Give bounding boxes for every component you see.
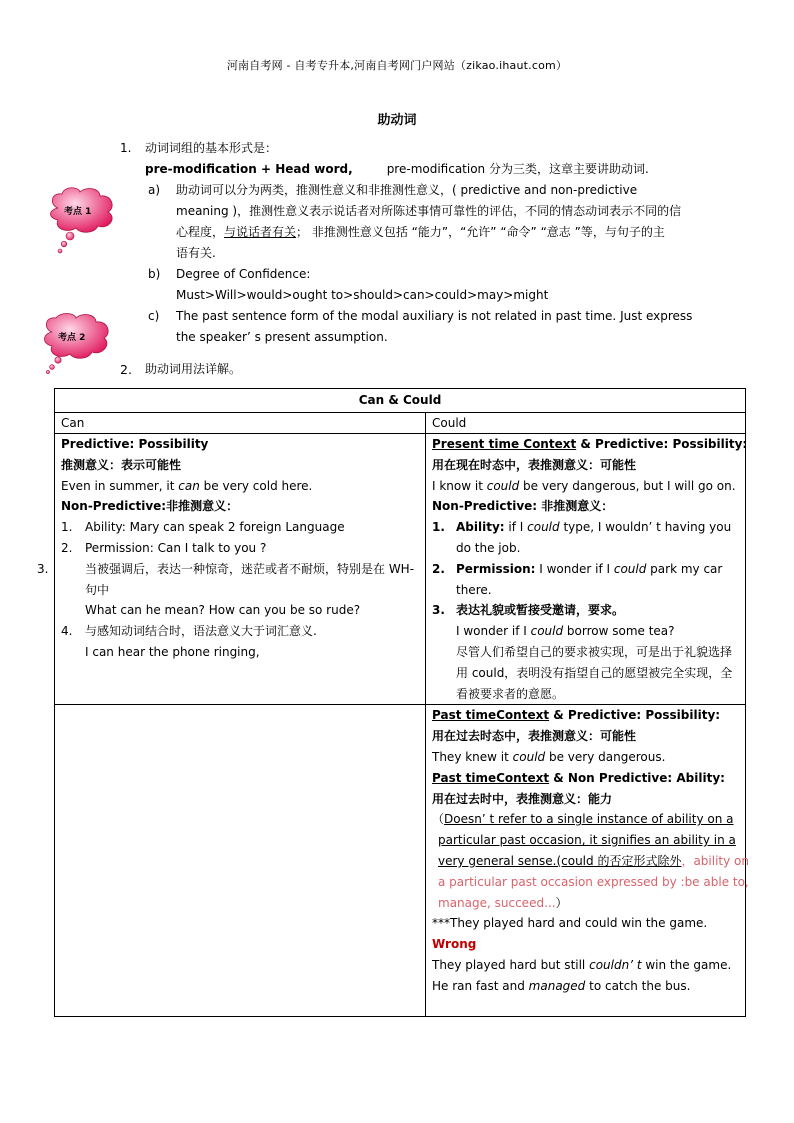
list-item: [61, 621, 419, 642]
text: be very cold here.: [199, 478, 313, 493]
could-bottom-cell: [426, 705, 749, 1017]
list-item: [61, 538, 419, 559]
italic-text: couldn’ t: [589, 957, 642, 972]
underlined-text: particular past occasion, it signifies an ability in a: [438, 833, 736, 848]
item-number: 3.: [37, 561, 49, 576]
list-item: [432, 559, 739, 580]
item-b-line1: Degree of Confidence:: [176, 267, 311, 281]
list-item: [432, 600, 739, 621]
could-heading-past-cn: 用在过去时态中，表推测意义：可能性: [432, 729, 637, 744]
text: ； 非推测性意义包括 “能力”，“允许” “命令” “意志 ”等，与句子的主: [296, 225, 665, 239]
list-item-note: 看被要求者的意愿。: [456, 686, 565, 701]
item-text: 当被强调后，表达一种惊奇，迷茫或者不耐烦，特别是在 WH-句中: [85, 561, 415, 597]
page-header: 河南自考网 - 自考专升本,河南自考网门户网站（zikao.ihaut.com）: [226, 59, 568, 72]
can-heading-predictive: Predictive: Possibility: [61, 437, 209, 451]
list-item-note: 尽管人们希望自己的要求被实现，可是出于礼貌选择: [456, 644, 733, 659]
text: They knew it: [432, 749, 513, 764]
italic-text: could: [527, 520, 560, 535]
example-wrong: [432, 955, 739, 976]
note-line: [432, 893, 739, 914]
text: He ran fast and: [432, 978, 529, 993]
highlight-text: ，ability on: [681, 853, 749, 868]
item-a-line2: meaning )，推测性意义表示说话者对所陈述事情可靠性的评估，不同的情态动词表示不同的信: [176, 204, 682, 218]
text: type, I wouldn’ t having you: [559, 520, 732, 535]
list-item-note: 用 could，表明没有指望自己的愿望被完全实现，全: [456, 665, 733, 680]
item-c-line1: The past sentence form of the modal auxiliary is not related in past time. Just express: [176, 309, 693, 323]
section-2-number: 2.: [120, 362, 132, 377]
item-number: 1.: [61, 520, 73, 535]
text: I know it: [432, 478, 487, 493]
underlined-text: Doesn’ t refer to a single instance of ability on a: [444, 812, 734, 827]
item-number: 1.: [432, 520, 445, 535]
wrong-label: Wrong: [432, 937, 477, 952]
badge-label: 考点 1: [64, 207, 92, 217]
bold-text: Permission:: [456, 561, 536, 576]
can-heading-predictive-cn: 推测意义：表示可能性: [61, 457, 182, 472]
italic-text: could: [613, 561, 647, 576]
list-item-continued: there.: [456, 582, 492, 597]
badge-label: 考点 2: [58, 333, 86, 343]
note-line: [432, 851, 749, 872]
item-number: 4.: [61, 624, 73, 639]
text: They played hard but still: [432, 957, 590, 972]
formula-bold: pre-modification + Head word,: [145, 162, 353, 176]
text: if I: [504, 520, 528, 535]
item-a-line3: [176, 222, 665, 243]
italic-text: could: [512, 749, 546, 764]
list-item: What can he mean? How can you be so rude?: [85, 603, 361, 618]
text: I wonder if I: [535, 561, 614, 576]
list-item-example: [432, 621, 739, 642]
text: 心程度，: [176, 225, 225, 239]
item-a-label: a): [148, 183, 161, 197]
item-a-line4: 语有关.: [176, 246, 216, 260]
example-managed: [432, 976, 739, 997]
badge-kaodian-1: [48, 186, 120, 258]
item-b-label: b): [148, 267, 161, 281]
paren: ）: [555, 895, 568, 910]
item-text: 与感知动词结合时，语法意义大于词汇意义.: [85, 624, 317, 639]
section-1-heading: 动词词组的基本形式是：: [145, 141, 278, 155]
could-top-cell: [426, 434, 746, 705]
text: be very dangerous.: [545, 749, 666, 764]
note-line: a particular past occasion expressed by :be able to,: [438, 874, 749, 889]
underlined-text: Past timeContext: [432, 708, 550, 723]
paren: （: [432, 812, 445, 827]
could-past-example: [432, 747, 739, 768]
item-number: 3.: [432, 603, 445, 618]
could-heading-past-ability-cn: 用在过去时中，表推测意义：能力: [432, 791, 613, 806]
text: & Non Predictive: Ability:: [549, 770, 725, 785]
can-cell: [37, 434, 426, 705]
text: & Predictive: Possibility:: [576, 437, 748, 451]
underlined-text: very general sense.(could 的否定形式除外: [438, 853, 682, 868]
item-b-line2: Must>Will>would>ought to>should>can>could>may>might: [176, 288, 549, 302]
text: park my car: [646, 561, 723, 576]
badge-kaodian-2: [40, 312, 114, 376]
could-heading-present-cn: 用在现在时态中，表推测意义：可能性: [432, 457, 637, 472]
underlined-text: Present time Context: [432, 437, 577, 451]
could-heading-present: [432, 434, 748, 455]
can-heading-non-predictive: Non-Predictive:非推测意义：: [61, 499, 239, 514]
cloud-badge-icon: [48, 186, 120, 258]
note-line: [432, 830, 739, 851]
page-title: 助动词: [377, 113, 417, 128]
text: borrow some tea?: [563, 624, 675, 639]
could-heading-past: [432, 705, 739, 726]
table-title: Can & Could: [55, 389, 746, 413]
item-number: 2.: [61, 540, 73, 555]
formula-rest: pre-modification 分为三类，这章主要讲助动词.: [386, 162, 649, 176]
italic-text: could: [486, 478, 520, 493]
list-item: [432, 517, 739, 538]
section-2-heading: 助动词用法详解。: [145, 362, 242, 376]
can-example: [61, 476, 419, 497]
italic-text: can: [178, 478, 200, 493]
item-c-line2: the speaker’ s present assumption.: [176, 330, 388, 344]
text: to catch the bus.: [585, 978, 691, 993]
italic-text: could: [530, 624, 564, 639]
item-text: Permission: Can I talk to you ?: [85, 540, 267, 555]
bold-text: 表达礼貌或暂接受邀请，要求。: [456, 603, 625, 618]
section-1-number: 1.: [120, 141, 132, 155]
column-header-can: Can: [55, 413, 426, 434]
list-item: [37, 559, 415, 601]
can-empty-cell: [55, 705, 426, 1017]
can-could-table: [37, 388, 749, 1017]
cloud-badge-icon: [40, 312, 114, 376]
could-heading-past-ability: [432, 768, 739, 789]
underlined-text: Past timeContext: [432, 770, 550, 785]
text: & Predictive: Possibility:: [549, 708, 721, 723]
text: Even in summer, it: [61, 478, 179, 493]
could-example: [432, 476, 739, 497]
italic-text: managed: [528, 978, 586, 993]
bold-text: Ability:: [456, 520, 505, 535]
item-a-line1: 助动词可以分为两类，推测性意义和非推测性意义，( predictive and non-predictive: [176, 183, 638, 197]
highlight-text: manage, succeed...: [438, 895, 556, 910]
text: I wonder if I: [456, 624, 531, 639]
could-heading-non-predictive: Non-Predictive: 非推测意义：: [432, 499, 614, 514]
formula-line: [145, 159, 649, 180]
list-item: [61, 517, 419, 538]
item-c-label: c): [148, 309, 160, 323]
note-line: [432, 809, 739, 830]
list-item-continued: do the job.: [456, 540, 521, 555]
column-header-could: Could: [426, 413, 746, 434]
list-item: I can hear the phone ringing,: [85, 644, 260, 659]
example-correct: ***They played hard and could win the game.: [432, 916, 708, 931]
item-number: 2.: [432, 561, 445, 576]
text: be very dangerous, but I will go on.: [519, 478, 736, 493]
text: win the game.: [641, 957, 732, 972]
item-text: Ability: Mary can speak 2 foreign Language: [85, 520, 345, 535]
underlined-text: 与说话者有关: [224, 225, 297, 239]
